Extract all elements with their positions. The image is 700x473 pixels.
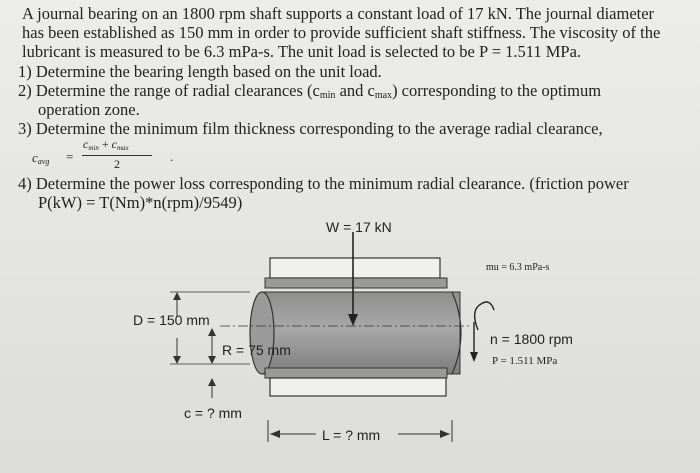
formula-numerator: $c_{min} + c_{max}$ <box>83 137 129 152</box>
clearance-label: c = ? mm <box>184 405 242 421</box>
radius-label: R = 75 mm <box>222 342 291 358</box>
shaft <box>262 292 460 374</box>
c-min-symbol: c <box>312 81 320 100</box>
top-oil-film <box>265 278 447 288</box>
formula-period: . <box>170 149 174 164</box>
c-max-symbol: c <box>367 81 375 100</box>
load-label: W = 17 kN <box>326 219 392 235</box>
c-max-subscript: max <box>374 90 393 101</box>
speed-label: n = 1800 rpm <box>490 331 573 347</box>
diameter-label: D = 150 mm <box>133 312 210 328</box>
shaft-left-end <box>250 292 274 374</box>
formula-denominator: 2 <box>114 157 120 171</box>
question-4: 4) Determine the power loss corresponding to the minimum radial clearance. (friction power <box>18 174 629 193</box>
question-2-and: and <box>335 81 368 100</box>
pressure-label: P = 1.511 MPa <box>492 355 558 367</box>
intro-line-1: A journal bearing on an 1800 rpm shaft supports a constant load of 17 kN. The journal diameter <box>22 4 655 23</box>
question-2-line-2: operation zone. <box>38 100 140 119</box>
equals-sign: = <box>66 149 74 164</box>
c-avg-symbol: $c_{avg}$ <box>32 150 50 166</box>
top-bearing-shell <box>270 258 440 278</box>
bottom-oil-film <box>265 368 447 378</box>
viscosity-label: mu = 6.3 mPa-s <box>486 262 550 273</box>
intro-line-3: lubricant is measured to be 6.3 mPa-s. The unit load is selected to be P = 1.511 MPa. <box>22 42 582 61</box>
length-label: L = ? mm <box>322 427 381 443</box>
question-4-line-2: P(kW) = T(Nm)*n(rpm)/9549) <box>38 193 243 212</box>
question-2-end: ) corresponding to the optimum <box>392 81 602 100</box>
question-1: 1) Determine the bearing length based on the unit load. <box>18 62 382 81</box>
question-2-start: 2) Determine the range of radial clearances ( <box>18 81 313 100</box>
c-min-subscript: min <box>319 90 336 101</box>
question-3: 3) Determine the minimum film thickness corresponding to the average radial clearance, <box>18 119 603 138</box>
intro-line-2: has been established as 150 mm in order to provide sufficient shaft stiffness. The viscosity of the <box>22 23 661 42</box>
rotation-arrow <box>475 302 494 330</box>
bottom-bearing-shell <box>270 378 446 396</box>
